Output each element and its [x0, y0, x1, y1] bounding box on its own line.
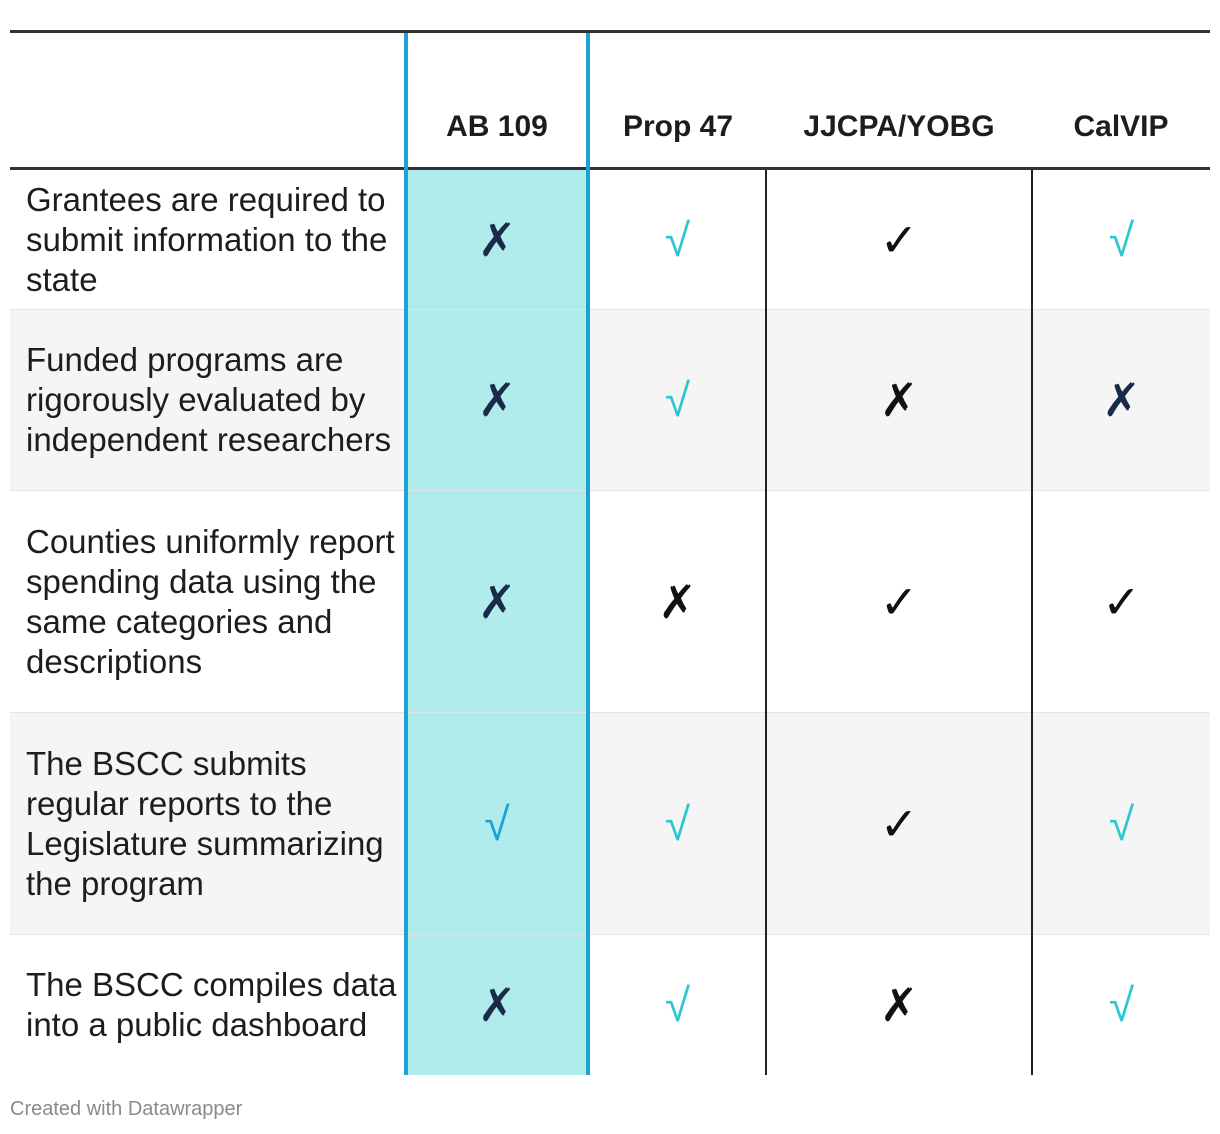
header-blank [10, 33, 406, 169]
cross-mark-ab109: ✗ [477, 575, 517, 628]
check-mark-prop47: √ [664, 797, 691, 850]
table-row [10, 491, 1210, 713]
row-label: The BSCC submits regular reports to the Legislature summarizing the program [10, 713, 406, 935]
cross-mark-jjcpa-yobg: ✗ [879, 978, 919, 1031]
check-mark-prop47: √ [664, 978, 691, 1031]
col-header-jjcpa-yobg: JJCPA/YOBG [766, 33, 1032, 169]
col-header-ab109: AB 109 [406, 33, 588, 169]
table-row [10, 169, 1210, 310]
cell-calvip [1032, 713, 1210, 935]
cross-mark-calvip: ✗ [1102, 374, 1141, 426]
cell-ab109 [406, 310, 588, 491]
check-mark-calvip: √ [1108, 978, 1135, 1031]
header-row [10, 33, 1210, 169]
cell-ab109 [406, 169, 588, 310]
col-header-prop47-label: Prop 47 [622, 110, 734, 143]
cell-calvip [1032, 491, 1210, 713]
row-label: Grantees are required to submit information to the state [10, 169, 406, 310]
cell-jjcpa-yobg [766, 491, 1032, 713]
cross-mark-ab109: ✗ [477, 374, 517, 426]
comparison-table [10, 33, 1210, 1075]
cell-calvip [1032, 169, 1210, 310]
row-label: Funded programs are rigorously evaluated by independent researchers [10, 310, 406, 491]
cell-prop47 [588, 169, 766, 310]
check-mark-jjcpa-yobg: ✓ [879, 575, 919, 628]
cell-prop47 [588, 935, 766, 1075]
cross-mark-ab109: ✗ [477, 213, 517, 266]
table-row [10, 935, 1210, 1075]
footer-credit: Created with Datawrapper [10, 1098, 243, 1120]
cell-ab109 [406, 713, 588, 935]
cell-calvip [1032, 935, 1210, 1075]
check-mark-calvip: √ [1108, 213, 1135, 266]
col-header-prop47 [588, 33, 766, 169]
check-mark-prop47: √ [664, 374, 691, 426]
check-mark-calvip: √ [1108, 797, 1135, 850]
check-mark-prop47: √ [664, 213, 691, 266]
cell-jjcpa-yobg [766, 713, 1032, 935]
col-header-calvip: CalVIP [1032, 33, 1210, 169]
cell-ab109 [406, 935, 588, 1075]
check-mark-ab109: √ [484, 797, 510, 850]
cell-calvip [1032, 310, 1210, 491]
cell-jjcpa-yobg [766, 935, 1032, 1075]
cell-jjcpa-yobg [766, 169, 1032, 310]
row-label: Counties uniformly report spending data using the same categories and descriptions [10, 491, 406, 713]
cross-mark-prop47: ✗ [658, 575, 697, 628]
cross-mark-ab109: ✗ [477, 978, 517, 1031]
table-row [10, 310, 1210, 491]
check-mark-calvip: ✓ [1102, 575, 1141, 628]
cell-prop47 [588, 310, 766, 491]
cell-jjcpa-yobg [766, 310, 1032, 491]
cell-prop47 [588, 491, 766, 713]
check-mark-jjcpa-yobg: ✓ [879, 797, 919, 850]
cell-prop47 [588, 713, 766, 935]
row-label: The BSCC compiles data into a public dashboard [26, 965, 397, 1043]
check-mark-jjcpa-yobg: ✓ [879, 213, 919, 266]
table-row [10, 713, 1210, 935]
cell-ab109 [406, 491, 588, 713]
cross-mark-jjcpa-yobg: ✗ [879, 374, 919, 426]
